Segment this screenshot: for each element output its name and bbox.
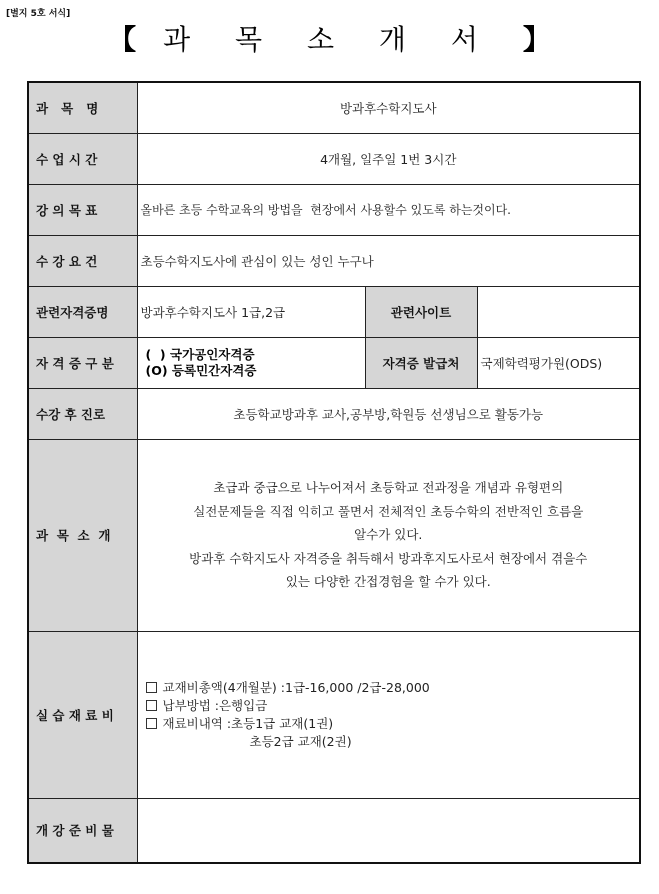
- issuer-label: 자격증 발급처: [365, 337, 477, 388]
- cert-type-option-private: [146, 363, 365, 379]
- materials-fee-label: 실 습 재 료 비: [28, 631, 137, 798]
- fee-item: [146, 679, 640, 697]
- issuer-value: 국제학력평가원(ODS): [477, 337, 640, 388]
- row-career: [28, 388, 640, 439]
- option-text: 국가공인자격증: [170, 346, 255, 362]
- row-requirement: [28, 235, 640, 286]
- row-intro: [28, 439, 640, 631]
- form-number-tag: [별지 5호 서식]: [6, 9, 71, 19]
- career-value: 초등학교방과후 교사,공부방,학원등 선생님으로 활동가능: [137, 388, 640, 439]
- intro-line: 알수가 있다.: [354, 527, 423, 543]
- row-course-name: [28, 82, 640, 133]
- row-cert-type: [28, 337, 640, 388]
- course-intro-table: [27, 81, 641, 864]
- title-text: 과 목 소 개 서: [163, 23, 496, 56]
- intro-line: 초급과 중급으로 나누어져서 초등학교 전과정을 개념과 유형편의: [213, 480, 564, 496]
- cert-type-label: 자 격 증 구 분: [28, 337, 137, 388]
- row-prep: [28, 798, 640, 863]
- course-name-value: 방과후수학지도사: [137, 82, 640, 133]
- requirement-label: 수 강 요 건: [28, 235, 137, 286]
- fee-item-continuation: 초등2급 교재(2권): [249, 733, 352, 749]
- course-name-label: 과 목 명: [28, 82, 137, 133]
- document-title: [0, 18, 659, 58]
- intro-line: 방과후 수학지도사 자격증을 취득해서 방과후지도사로서 현장에서 겪을수: [189, 550, 588, 566]
- option-mark: (O): [145, 362, 168, 378]
- row-objective: [28, 184, 640, 235]
- class-time-label: 수 업 시 간: [28, 133, 137, 184]
- fee-item-text: 재료비내역 :초등1급 교재(1권): [162, 715, 334, 731]
- fee-item: [146, 715, 640, 733]
- related-site-value: [477, 286, 640, 337]
- class-time-value: 4개월, 일주일 1번 3시간: [137, 133, 640, 184]
- prep-label: 개 강 준 비 물: [28, 798, 137, 863]
- certificate-label: 관련자격증명: [28, 286, 137, 337]
- intro-line: 있는 다양한 간접경험을 할 수가 있다.: [285, 574, 491, 590]
- option-mark: ( ): [145, 346, 166, 362]
- objective-value: 올바른 초등 수학교육의 방법을 현장에서 사용할수 있도록 하는것이다.: [137, 184, 640, 235]
- objective-label: 강 의 목 표: [28, 184, 137, 235]
- option-text: 등록민간자격증: [171, 362, 257, 378]
- cert-type-options: [137, 337, 365, 388]
- row-certificate: [28, 286, 640, 337]
- row-materials-fee: [28, 631, 640, 798]
- intro-label: 과 목 소 개: [28, 439, 137, 631]
- intro-line: 실전문제들을 직접 익히고 풀면서 전체적인 초등수학의 전반적인 흐름을: [193, 503, 584, 519]
- row-class-time: [28, 133, 640, 184]
- materials-fee-body: [137, 631, 640, 798]
- checkbox-icon: [146, 682, 157, 693]
- title-open-bracket: 【: [108, 23, 137, 56]
- title-close-bracket: 】: [522, 23, 551, 56]
- checkbox-icon: [146, 718, 157, 729]
- cert-type-option-national: [146, 347, 365, 363]
- related-site-label: 관련사이트: [365, 286, 477, 337]
- intro-body: [137, 439, 640, 631]
- fee-item-text: 교재비총액(4개월분) :1급-16,000 /2급-28,000: [162, 679, 430, 695]
- career-label: 수강 후 진로: [28, 388, 137, 439]
- certificate-value: 방과후수학지도사 1급,2급: [137, 286, 365, 337]
- fee-item-text: 납부방법 :은행입금: [162, 697, 268, 713]
- requirement-value: 초등수학지도사에 관심이 있는 성인 누구나: [137, 235, 640, 286]
- fee-item: [146, 697, 640, 715]
- prep-value: [137, 798, 640, 863]
- checkbox-icon: [146, 700, 157, 711]
